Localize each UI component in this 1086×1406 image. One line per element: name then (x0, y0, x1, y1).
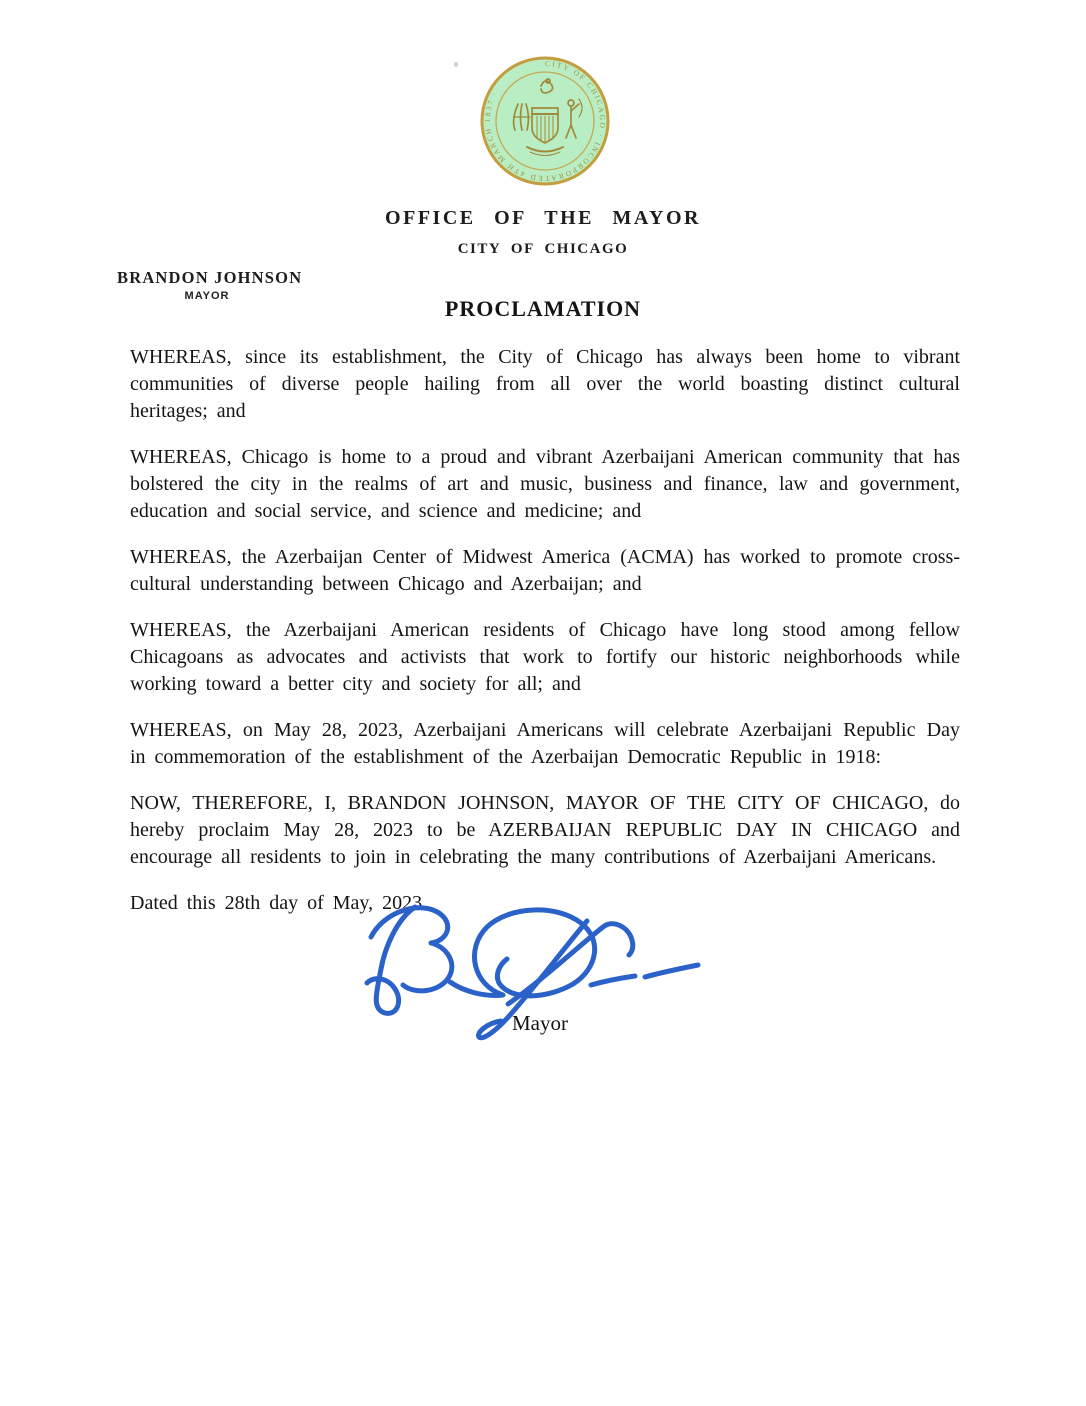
office-of-the-mayor-heading: OFFICE OF THE MAYOR (385, 207, 701, 229)
scan-smudge (454, 62, 458, 67)
signature-block (130, 890, 960, 1060)
city-of-chicago-subheading: CITY OF CHICAGO (457, 241, 629, 257)
seal-ring-text: CITY OF CHICAGO · INCORPORATED 4TH MARCH 1837 · (482, 58, 608, 184)
proclamation-title: PROCLAMATION (444, 296, 642, 321)
mayor-title: MAYOR (184, 290, 230, 302)
whereas-paragraph-2: WHEREAS, Chicago is home to a proud and vibrant Azerbaijani American community that has bolstered the city in the realms of art and music, business and finance, law and government, education and social service, and science and medicine; and (130, 446, 960, 522)
mayor-name: BRANDON JOHNSON (117, 268, 303, 287)
whereas-paragraph-3: WHEREAS, the Azerbaijan Center of Midwest America (ACMA) has worked to promote cross-cultural understanding between Chicago and Azerbaijan; and (130, 546, 960, 595)
whereas-paragraph-4: WHEREAS, the Azerbaijani American residents of Chicago have long stood among fellow Chicagoans as advocates and activists that work to fortify our historic neighborhoods while working toward a better city and society for all; and (130, 619, 960, 695)
chicago-city-seal-icon (478, 54, 612, 188)
dated-line: Dated this 28th day of May, 2023. (130, 892, 428, 914)
whereas-paragraph-1: WHEREAS, since its establishment, the City of Chicago has always been home to vibrant communities of diverse people hailing from all over the world boasting distinct cultural heritages; and (130, 346, 960, 422)
now-therefore-paragraph: NOW, THEREFORE, I, BRANDON JOHNSON, MAYOR OF THE CITY OF CHICAGO, do hereby proclaim May 28, 2023 to be AZERBAIJAN REPUBLIC DAY IN CHICAGO and encourage all residents to join in celebrating the many contributions of Azerbaijani Americans. (130, 792, 960, 868)
whereas-paragraph-5: WHEREAS, on May 28, 2023, Azerbaijani Americans will celebrate Azerbaijani Republic Day in commemoration of the establishment of the Azerbaijan Democratic Republic in 1918: (130, 719, 960, 768)
signature-role-label: Mayor (512, 1011, 568, 1035)
proclamation-body (130, 344, 960, 1060)
